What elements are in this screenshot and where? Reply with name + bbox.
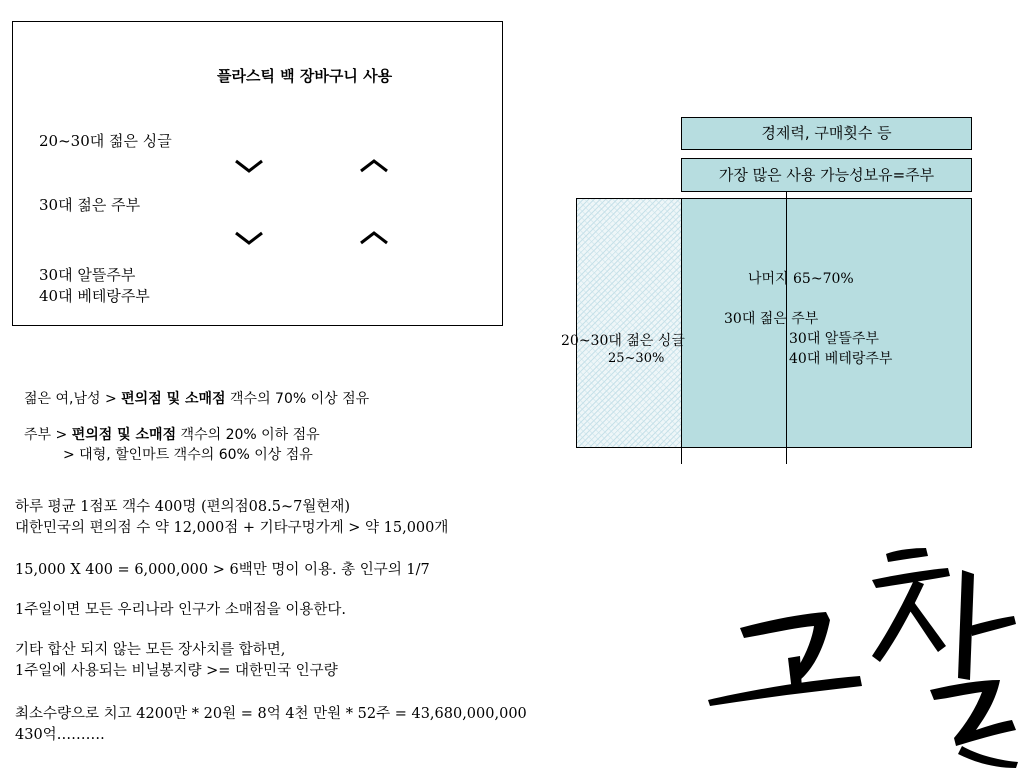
calc-line-4: 1주일이면 모든 우리나라 인구가 소매점을 이용한다. [15, 602, 347, 618]
note-mart: > 대형, 할인마트 객수의 60% 이상 점유 [63, 447, 313, 463]
calc-line-3: 15,000 X 400 = 6,000,000 > 6백만 명이 이용. 총 인구의 1/7 [15, 562, 430, 578]
label-economic-power: 경제력, 구매횟수 등 [681, 117, 972, 150]
chevron-up-icon [359, 158, 389, 174]
single-share-region [577, 199, 682, 447]
group-young-single: 20~30대 젊은 싱글 [39, 132, 172, 150]
group-young-housewife: 30대 젊은 주부 [39, 196, 141, 214]
label-housewife-potential: 가장 많은 사용 가능성보유=주부 [681, 158, 972, 192]
note-housewife-bold: 편의점 및 소매점 [71, 427, 177, 443]
chevron-up-icon [359, 230, 389, 246]
note-housewife [24, 424, 320, 444]
calc-line-1: 하루 평균 1점포 객수 400명 (편의점08.5~7월현재) [15, 499, 351, 515]
note-young-suffix: 객수의 70% 이상 점유 [225, 391, 370, 407]
single-label: 20~30대 젊은 싱글 [561, 333, 685, 349]
calc-line-8: 430억………. [15, 727, 105, 743]
calc-line-7: 최소수량으로 치고 4200만 * 20원 = 8억 4천 만원 * 52주 = 43,680,000,000 [15, 706, 527, 722]
note-housewife-suffix: 객수의 20% 이하 점유 [176, 427, 320, 443]
calc-line-5: 기타 합산 되지 않는 모든 장사치를 합하면, [15, 642, 286, 658]
calc-line-6: 1주일에 사용되는 비닐봉지량 >= 대한민국 인구량 [15, 663, 338, 679]
young-housewife-label: 30대 젊은 주부 [724, 311, 819, 327]
chevron-down-icon [234, 158, 264, 174]
single-share-label: 25~30% [608, 351, 665, 366]
thrifty-housewife-label: 30대 알뜰주부 [789, 331, 879, 347]
calligraphy-title-image [700, 540, 1024, 768]
group-thrifty-housewife: 30대 알뜰주부 [39, 266, 136, 284]
note-housewife-prefix: 주부 > [24, 427, 72, 443]
note-young-prefix: 젊은 여,남성 > [24, 391, 122, 407]
note-young [24, 388, 369, 408]
note-young-bold: 편의점 및 소매점 [121, 391, 226, 407]
chevron-down-icon [234, 230, 264, 246]
veteran-housewife-label: 40대 베테랑주부 [789, 351, 893, 367]
comparison-box [12, 21, 503, 326]
group-veteran-housewife: 40대 베테랑주부 [39, 287, 150, 305]
comparison-title: 플라스틱 백 장바구니 사용 [217, 67, 393, 85]
divider-line-housewife [786, 192, 787, 464]
calc-line-2: 대한민국의 편의점 수 약 12,000점 + 기타구멍가게 > 약 15,000개 [15, 520, 449, 536]
rest-share-label: 나머지 65~70% [748, 271, 854, 287]
